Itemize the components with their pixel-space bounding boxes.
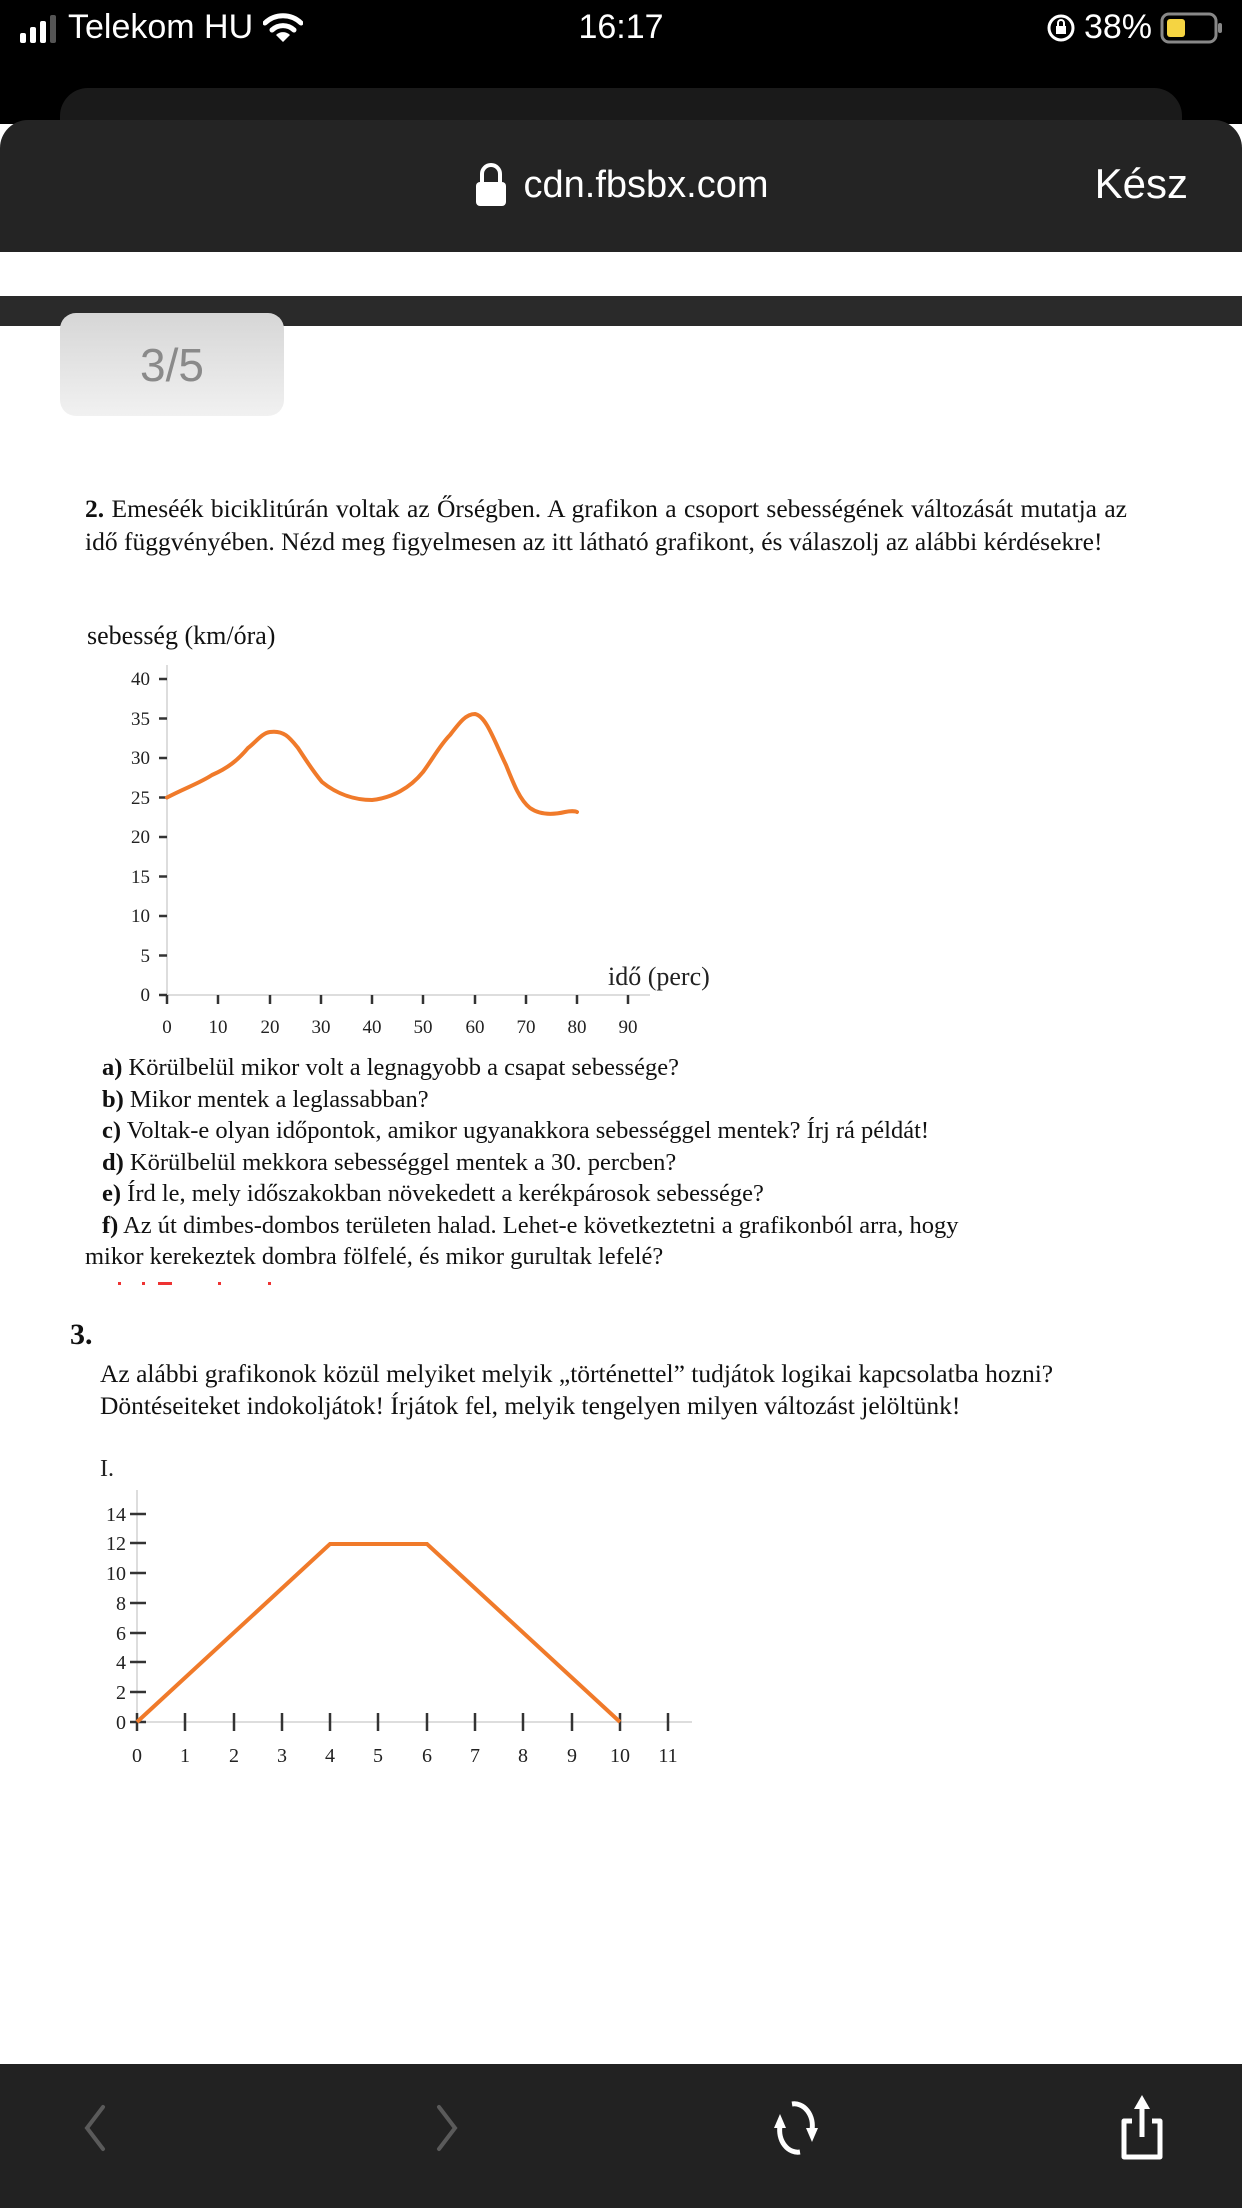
browser-header [0,120,1242,252]
share-button[interactable] [1102,2088,1182,2168]
chevron-left-icon [79,2103,109,2153]
lock-icon [474,162,508,208]
reload-button[interactable] [756,2088,836,2168]
svg-text:90: 90 [618,1017,638,1038]
url-display[interactable] [0,162,1242,208]
back-button[interactable] [54,2088,134,2168]
task3-intro [100,1358,1160,1422]
svg-text:30: 30 [131,748,150,769]
svg-text:35: 35 [131,709,150,730]
question-text: Mikor mentek a leglassabban? [123,1085,429,1113]
svg-text:2: 2 [116,1682,126,1704]
question-b [85,1084,1165,1116]
svg-text:8: 8 [116,1593,126,1615]
svg-text:0: 0 [132,1745,142,1767]
question-f-continuation: mikor kerekeztek dombra fölfelé, és mikor gurultak lefelé? [85,1243,664,1270]
chart1-ylabel: sebesség (km/óra) [87,621,276,650]
svg-text:50: 50 [413,1017,433,1038]
orientation-lock-icon [1046,12,1076,44]
question-label: f) [102,1211,119,1239]
svg-text:8: 8 [518,1745,528,1767]
battery-percent: 38% [1083,8,1152,46]
svg-text:1: 1 [180,1745,190,1767]
svg-text:4: 4 [325,1745,335,1767]
svg-text:0: 0 [140,985,150,1006]
chart1-xlabel: idő (perc) [608,962,710,991]
battery-icon [1160,12,1224,44]
question-c [85,1115,1165,1147]
task2-intro [85,492,1127,558]
svg-text:10: 10 [106,1563,126,1585]
carrier-name: Telekom HU [68,8,254,46]
svg-text:20: 20 [131,827,150,848]
question-text: Írd le, mely időszakokban növekedett a kerékpárosok sebessége? [121,1180,764,1207]
status-right [1046,8,1224,47]
question-e [85,1178,1165,1210]
svg-text:6: 6 [422,1745,432,1767]
reload-icon [764,2096,828,2160]
svg-text:0: 0 [116,1712,126,1734]
svg-text:30: 30 [311,1017,331,1038]
question-a [85,1052,1165,1084]
svg-text:10: 10 [208,1017,228,1038]
task3-number: 3. [70,1318,93,1351]
svg-text:60: 60 [465,1017,485,1038]
svg-text:2: 2 [229,1745,239,1767]
svg-text:40: 40 [362,1017,382,1038]
share-icon [1114,2093,1170,2163]
svg-text:12: 12 [106,1533,126,1555]
chart2-label: I. [100,1456,114,1482]
svg-text:40: 40 [131,669,150,690]
question-text: Az út dimbes-dombos területen halad. Lehet-e következtetni a grafikonból arra, hogy [118,1211,959,1239]
question-label: d) [102,1148,124,1176]
svg-text:15: 15 [131,867,150,888]
question-text: Voltak-e olyan időpontok, amikor ugyanakkora sebességgel mentek? Írj rá példát! [121,1117,930,1144]
question-label: c) [102,1117,122,1144]
svg-text:11: 11 [658,1745,678,1767]
task2-text: Emeséék biciklitúrán voltak az Őrségben. A grafikon a csoport sebességének változását mutatja az idő függvényében. Nézd meg figyelmesen az itt látható grafikont, és válaszolj az alábbi kérdésekre! [85,494,1127,556]
svg-text:10: 10 [131,906,150,927]
forward-button[interactable] [408,2088,488,2168]
clock: 16:17 [578,8,664,46]
question-label: a) [102,1054,123,1081]
chevron-right-icon [433,2103,463,2153]
svg-text:14: 14 [106,1504,126,1526]
task3-line1: Az alábbi grafikonok közül melyiket melyik „történettel” tudjátok logikai kapcsolatba hozni? [100,1359,1054,1388]
svg-text:25: 25 [131,788,150,809]
bottom-toolbar [0,2064,1242,2208]
page-indicator: 3/5 [60,313,284,416]
task2-questions [85,1052,1165,1273]
question-f [85,1210,1165,1242]
svg-text:20: 20 [260,1017,280,1038]
question-label: e) [102,1180,122,1207]
url-text: cdn.fbsbx.com [523,163,769,206]
content-gap [0,252,1242,296]
done-button[interactable]: Kész [1094,160,1188,207]
svg-text:70: 70 [516,1017,536,1038]
svg-text:10: 10 [610,1745,630,1767]
svg-text:7: 7 [470,1745,480,1767]
status-bar [0,0,1242,64]
question-label: b) [102,1085,124,1113]
svg-text:4: 4 [116,1652,126,1674]
task3-line2: Döntéseiteket indokoljátok! Írjátok fel, melyik tengelyen milyen változást jelöltünk! [100,1391,961,1420]
svg-text:0: 0 [162,1017,172,1038]
svg-text:80: 80 [567,1017,587,1038]
svg-text:5: 5 [140,946,150,967]
question-d [85,1147,1165,1179]
svg-text:5: 5 [373,1745,383,1767]
question-text: Körülbelül mikor volt a legnagyobb a csapat sebessége? [122,1054,679,1081]
task2-number: 2. [85,494,105,523]
question-text: Körülbelül mekkora sebességgel mentek a 30. percben? [123,1148,677,1176]
svg-text:3: 3 [277,1745,287,1767]
svg-text:9: 9 [567,1745,577,1767]
svg-text:6: 6 [116,1623,126,1645]
red-annotation-marks [118,1282,278,1286]
